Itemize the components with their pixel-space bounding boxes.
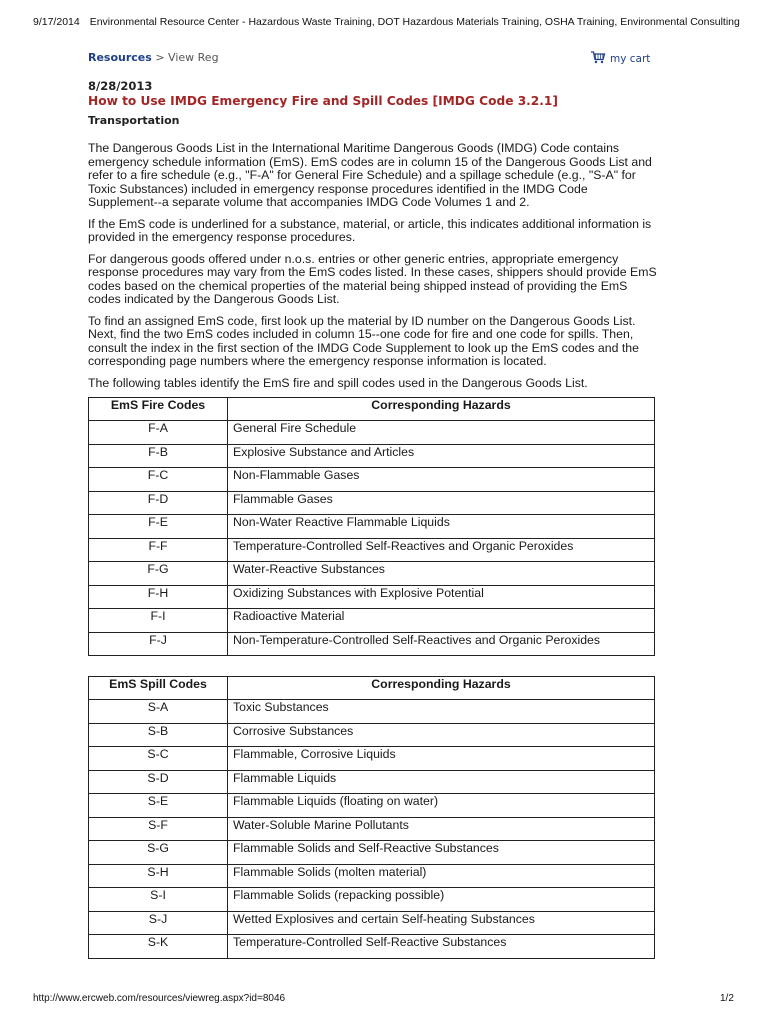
table-row bbox=[89, 911, 655, 935]
table-row bbox=[89, 888, 655, 912]
hazard-cell: Wetted Explosives and certain Self-heating Substances bbox=[228, 911, 655, 935]
table-row bbox=[89, 817, 655, 841]
table-row bbox=[89, 515, 655, 539]
hazard-cell: Water-Soluble Marine Pollutants bbox=[228, 817, 655, 841]
my-cart-link[interactable] bbox=[590, 51, 650, 67]
table-row bbox=[89, 491, 655, 515]
spill-code-cell: S-C bbox=[89, 747, 228, 771]
breadcrumb-current: View Reg bbox=[168, 51, 219, 64]
fire-code-cell: F-E bbox=[89, 515, 228, 539]
hazard-cell: Temperature-Controlled Self-Reactives and Organic Peroxides bbox=[228, 538, 655, 562]
breadcrumb-resources-link[interactable]: Resources bbox=[88, 51, 152, 64]
spill-code-cell: S-F bbox=[89, 817, 228, 841]
table-row bbox=[89, 794, 655, 818]
breadcrumb-separator: > bbox=[155, 51, 165, 64]
hazard-cell: Flammable Solids and Self-Reactive Substances bbox=[228, 841, 655, 865]
spill-code-cell: S-G bbox=[89, 841, 228, 865]
hazard-cell: Radioactive Material bbox=[228, 609, 655, 633]
fire-code-cell: F-G bbox=[89, 562, 228, 586]
print-date: 9/17/2014 bbox=[33, 16, 80, 28]
fire-code-cell: F-I bbox=[89, 609, 228, 633]
table-row bbox=[89, 841, 655, 865]
table-row bbox=[89, 632, 655, 656]
table-row bbox=[89, 770, 655, 794]
table-row bbox=[89, 421, 655, 445]
hazard-cell: Non-Water Reactive Flammable Liquids bbox=[228, 515, 655, 539]
paragraph: For dangerous goods offered under n.o.s. entries or other generic entries, appropriate emergency response procedures may vary from the EmS codes listed. In these cases, shippers should provide EmS codes based on the chemical properties of the material being shipped instead of providing the EmS codes indicated by the Dangerous Goods List. bbox=[88, 251, 657, 306]
hazard-cell: Non-Temperature-Controlled Self-Reactives and Organic Peroxides bbox=[228, 632, 655, 656]
print-header bbox=[33, 16, 753, 28]
hazard-cell: Flammable Liquids (floating on water) bbox=[228, 794, 655, 818]
footer-page-number: 1/2 bbox=[720, 993, 734, 1004]
table-row bbox=[89, 468, 655, 492]
table-row bbox=[89, 585, 655, 609]
fire-code-cell: F-H bbox=[89, 585, 228, 609]
fire-code-cell: F-B bbox=[89, 444, 228, 468]
paragraph: If the EmS code is underlined for a substance, material, or article, this indicates additional information is provided in the emergency response procedures. bbox=[88, 216, 652, 244]
hazard-cell: Flammable Liquids bbox=[228, 770, 655, 794]
spill-code-cell: S-K bbox=[89, 935, 228, 959]
table-row bbox=[89, 864, 655, 888]
table-row bbox=[89, 935, 655, 959]
fire-code-cell: F-A bbox=[89, 421, 228, 445]
table-row bbox=[89, 723, 655, 747]
hazard-cell: General Fire Schedule bbox=[228, 421, 655, 445]
table-row bbox=[89, 747, 655, 771]
paragraph: The Dangerous Goods List in the International Maritime Dangerous Goods (IMDG) Code contains emergency schedule information (EmS). EmS codes are in column 15 of the Dangerous Goods List and refer to a fire schedule (e.g., "F-A" for General Fire Schedule) and a spillage schedule (e.g., "S-A" for Toxic Substances) included in emergency response procedures identified in the IMDG Code Supplement--a separate volume that accompanies IMDG Code Volumes 1 and 2. bbox=[88, 141, 652, 209]
table-row bbox=[89, 609, 655, 633]
hazard-cell: Oxidizing Substances with Explosive Potential bbox=[228, 585, 655, 609]
spill-codes-table bbox=[88, 676, 655, 959]
spill-code-cell: S-D bbox=[89, 770, 228, 794]
fire-hazard-header: Corresponding Hazards bbox=[228, 398, 655, 421]
hazard-cell: Explosive Substance and Articles bbox=[228, 444, 655, 468]
print-page-title: Environmental Resource Center - Hazardous Waste Training, DOT Hazardous Materials Training, OSHA Training, Environmental Consulting bbox=[89, 16, 740, 28]
fire-code-cell: F-F bbox=[89, 538, 228, 562]
footer-url: http://www.ercweb.com/resources/viewreg.aspx?id=8046 bbox=[33, 993, 286, 1004]
fire-table-body bbox=[89, 421, 655, 656]
table-row bbox=[89, 562, 655, 586]
table-row bbox=[89, 538, 655, 562]
hazard-cell: Corrosive Substances bbox=[228, 723, 655, 747]
spill-code-cell: S-E bbox=[89, 794, 228, 818]
fire-code-header: EmS Fire Codes bbox=[89, 398, 228, 421]
my-cart-label: my cart bbox=[610, 53, 651, 65]
hazard-cell: Temperature-Controlled Self-Reactive Substances bbox=[228, 935, 655, 959]
hazard-cell: Flammable Gases bbox=[228, 491, 655, 515]
table-header-row bbox=[89, 398, 655, 421]
spill-code-cell: S-B bbox=[89, 723, 228, 747]
spill-table-body bbox=[89, 700, 655, 959]
article-date: 8/28/2013 bbox=[88, 79, 153, 93]
spill-code-cell: S-A bbox=[89, 700, 228, 724]
hazard-cell: Non-Flammable Gases bbox=[228, 468, 655, 492]
hazard-cell: Flammable Solids (molten material) bbox=[228, 864, 655, 888]
breadcrumb bbox=[88, 51, 219, 64]
hazard-cell: Flammable, Corrosive Liquids bbox=[228, 747, 655, 771]
article-content bbox=[88, 142, 658, 979]
spill-code-cell: S-J bbox=[89, 911, 228, 935]
spill-code-cell: S-H bbox=[89, 864, 228, 888]
fire-code-cell: F-C bbox=[89, 468, 228, 492]
table-row bbox=[89, 700, 655, 724]
table-header-row bbox=[89, 677, 655, 700]
paragraph: To find an assigned EmS code, first look up the material by ID number on the Dangerous Goods List. Next, find the two EmS codes included in column 15--one code for fire and one code for spills. Then, consult the index in the first section of the IMDG Code Supplement to look up the EmS codes and the corresponding page numbers where the emergency response information is located. bbox=[88, 313, 639, 368]
paragraph: The following tables identify the EmS fire and spill codes used in the Dangerous Goods List. bbox=[88, 375, 588, 390]
article-category: Transportation bbox=[88, 114, 180, 127]
fire-code-cell: F-D bbox=[89, 491, 228, 515]
cart-icon bbox=[590, 51, 606, 67]
spill-hazard-header: Corresponding Hazards bbox=[228, 677, 655, 700]
hazard-cell: Water-Reactive Substances bbox=[228, 562, 655, 586]
spill-code-cell: S-I bbox=[89, 888, 228, 912]
hazard-cell: Toxic Substances bbox=[228, 700, 655, 724]
spill-code-header: EmS Spill Codes bbox=[89, 677, 228, 700]
hazard-cell: Flammable Solids (repacking possible) bbox=[228, 888, 655, 912]
article-title: How to Use IMDG Emergency Fire and Spill Codes [IMDG Code 3.2.1] bbox=[88, 94, 558, 108]
fire-code-cell: F-J bbox=[89, 632, 228, 656]
fire-codes-table bbox=[88, 397, 655, 656]
table-row bbox=[89, 444, 655, 468]
